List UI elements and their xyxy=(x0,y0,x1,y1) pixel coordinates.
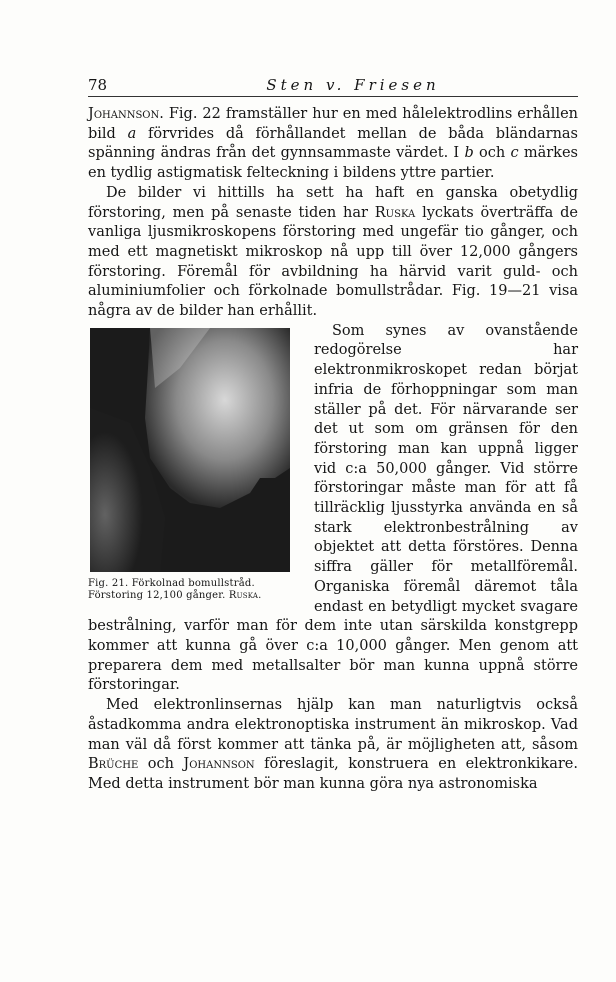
paragraph: Med elektronlinsernas hjälp kan man naturligtvis också åstadkomma andra elektronoptiska instrument än mikroskop. Vad man väl då först kommer att tänka på, är möjligheten att, såsom Brüche och Johannson föreslagit, konstruera en elektronkikare. Med detta instrument bör man kunna göra nya astronomiska xyxy=(88,697,578,792)
paragraph: De bilder vi hittills ha sett ha haft en ganska obetydlig förstoring, men på senaste tiden har Ruska lyckats överträffa de vanliga ljusmikroskopens förstoring med ungefär tio gånger, och med ett magnetiskt mikroskop nå upp till över 12,000 gångers förstoring. Föremål för avbildning ha härvid varit guld- och aluminiumfolier och förkolnade bomullstrådar. Fig. 19—21 visa några av de bilder han erhållit. xyxy=(88,184,578,320)
author-name: Brüche xyxy=(88,756,139,773)
running-title: Sten v. Friesen xyxy=(266,76,440,94)
figure-21 xyxy=(88,328,300,602)
page-number: 78 xyxy=(88,76,108,94)
author-name: Johannson xyxy=(88,106,160,122)
figure-caption: Fig. 21. Förkolnad bomullstråd. Förstoring 12,100 gånger. Ruska. xyxy=(88,577,262,601)
article-body xyxy=(88,105,578,795)
author-name: Johannson xyxy=(183,756,255,773)
page-header xyxy=(88,72,578,97)
page xyxy=(88,72,578,795)
micrograph-image xyxy=(90,328,290,572)
paragraph: Johannson. Fig. 22 framställer hur en med hålelektrodlins erhållen bild a förvrides då förhållandet mellan de båda bländarnas spänning ändras från det gynnsammaste värdet. I b och c märkes en tydlig astigmatisk felteckning i bildens yttre partier. xyxy=(88,106,578,182)
figure-photo xyxy=(90,328,290,572)
author-name: Ruska xyxy=(374,204,416,221)
paragraph: Som synes av ovanstående redogörelse har elektronmikroskopet redan börjat infria de förhoppningar som man ställer på det. För närvarande ser det ut som om gränsen för den förstoring man kan uppnå ligger vid c:a 50,000 gånger. Vid större förstoringar måste man för att få tillräcklig ljusstyrka använda en så stark elektronbestrålning av objektet att detta förstöres. Denna siffra gäller för metallföremål. Organiska föremål däremot tåla endast en betydligt mycket svagare bestrålning, varför man för dem inte utan särskilda konstgrepp kommer att kunna gå över c:a 10,000 gånger. Men genom att preparera dem med metallsalter bör man kunna uppnå större förstoringar. xyxy=(88,322,578,694)
